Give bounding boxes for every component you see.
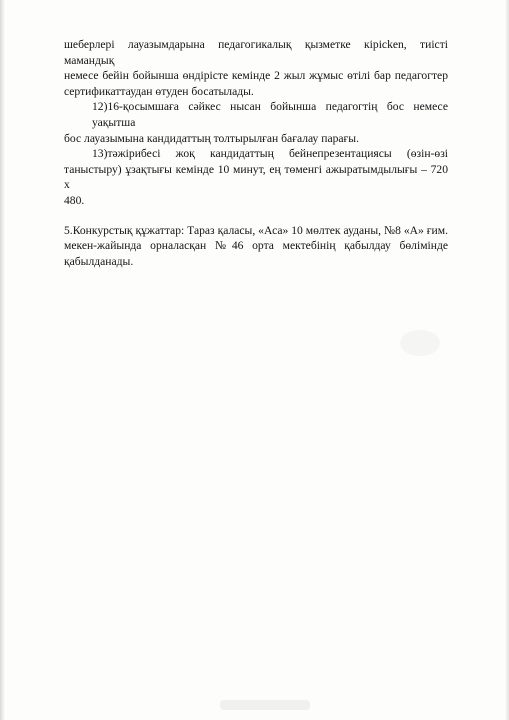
text-line: 480.: [64, 193, 85, 207]
document-body: [64, 37, 448, 269]
paragraph-competition-documents: [64, 223, 448, 270]
text-line: 5.Конкурстық құжаттар: Тараз қаласы, «Аса» 10 мөлтек ауданы, №8 «А» ғим.: [64, 223, 448, 237]
text-line: шеберлері лауазымдарына педагогикалық қызметке кірісken, тиісті мамандық: [64, 38, 448, 67]
paragraph-certification-exemption: [64, 37, 448, 99]
page-edge-shadow-right: [505, 0, 509, 720]
text-line: немесе бейін бойынша өндірісте кемінде 2 жыл жұмыс өтілі бар педагогтер: [64, 69, 448, 83]
text-line: сертификаттаудан өтуден босатылады.: [64, 84, 254, 98]
text-line: 12)16-қосымшаға сәйкес нысан бойынша педагогтің бос немесе уақытша: [92, 100, 448, 129]
scan-artifact-bottom: [220, 700, 310, 710]
paragraph-item-13: [64, 146, 448, 208]
paragraph-item-12: [64, 99, 448, 146]
page-edge-shadow-left: [0, 0, 5, 720]
paragraph-gap: [64, 209, 448, 223]
scan-smudge: [400, 330, 440, 356]
text-line: бос лауазымына кандидаттың толтырылған бағалау парағы.: [64, 131, 359, 145]
text-line: қабылданады.: [64, 254, 134, 268]
text-line: таныстыру) ұзақтығы кемінде 10 минут, ең төменгі ажыратымдылығы – 720 х: [64, 162, 448, 192]
text-line: 13)тәжірибесі жоқ кандидаттың бейнепрезентациясы (өзін-өзі: [92, 147, 448, 161]
text-line: мекен-жайында орналасқан №46 орта мектебінің қабылдау бөлімінде: [64, 239, 448, 253]
